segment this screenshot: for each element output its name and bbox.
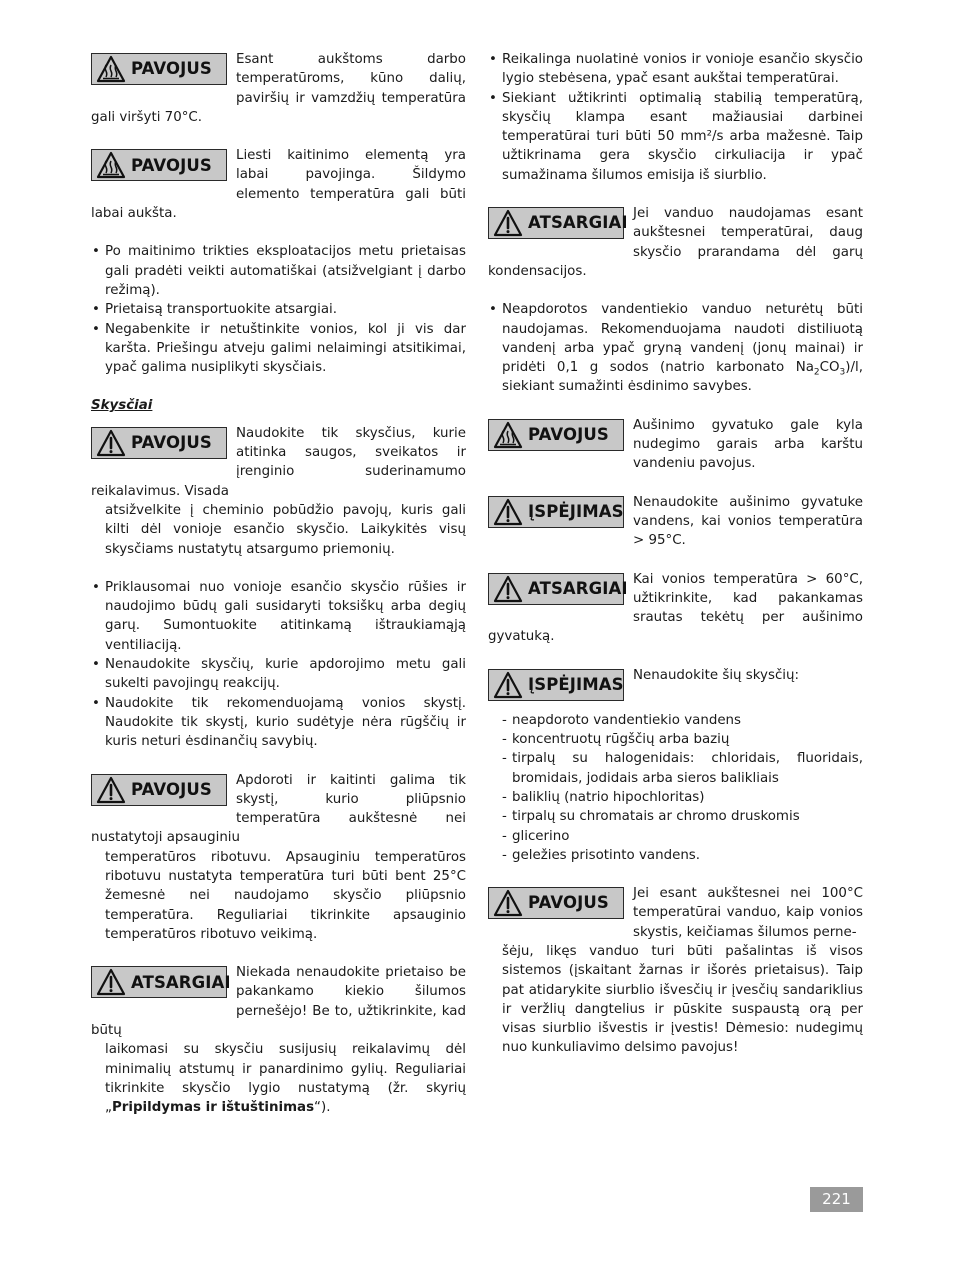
- danger-badge: [91, 53, 227, 85]
- warning-label: PAVOJUS: [528, 425, 609, 445]
- warning-text: Apdoroti ir kaitinti galima tik skystį, kurio pliūpsnio temperatūra aukštesnė nei nustatytoji apsauginiu: [91, 772, 466, 846]
- caution-badge: [488, 207, 628, 239]
- list-item: • Prietaisą transportuokite atsargiai.: [91, 300, 466, 319]
- warning-text: Kai vonios temperatūra > 60°C, užtikrinkite, kad pakankamas srautas tekėtų per aušinimo gyvatuką.: [488, 571, 863, 645]
- danger-badge: [488, 419, 624, 451]
- warning-text-continued: atsižvelkite į cheminio pobūdžio pavojų, kuris gali kilti dėl vonioje esančio skysčio. Laikykitės visų skysčiams nustatytų atsargumo priemonių.: [105, 502, 466, 557]
- caution-block: [488, 570, 863, 647]
- text-run: Neapdorotos vandentiekio vanduo neturėtų būti naudojamas. Rekomenduojama naudoti distiliuotą vandenį arba ypač gryną vandenį (jonų mainai) ir pridėti 0,1 g sodos (natrio karbonato Na: [502, 302, 863, 376]
- list-item: • Siekiant užtikrinti optimalią stabilią temperatūrą, skysčių klampa esant mažiausiai darbinei temperatūrai turi būti 50 mm²/s arba mažesnė. Taip užtikrinama gera skysčio cirkuliacija ir ypač sumažinama šilumos emisija iš siurblio.: [488, 89, 863, 185]
- text-run: CO: [819, 360, 840, 376]
- warning-label: ĮSPĖJIMAS: [528, 675, 624, 695]
- caution-badge: [488, 573, 628, 605]
- danger-badge: [91, 427, 227, 459]
- list-item: - geležies prisotinto vandens.: [502, 846, 863, 865]
- warning-hot-steam: [488, 416, 863, 474]
- warning-triangle-icon: [493, 671, 523, 699]
- notice-block-1: [488, 493, 863, 551]
- hot-surface-icon: [493, 421, 523, 449]
- warning-text: Niekada nenaudokite prietaiso be pakankamo kiekio šilumos pernešėjo! Be to, užtikrinkite, kad būtų: [91, 965, 466, 1039]
- warning-general-2: [91, 771, 466, 848]
- warning-text: Nenaudokite šių skysčių:: [633, 667, 800, 683]
- warning-hot-surface-2: [91, 146, 466, 223]
- warning-hot-surface-1: [91, 50, 466, 127]
- warning-triangle-icon: [493, 498, 523, 526]
- bullet-list: [488, 50, 863, 185]
- warning-label: ATSARGIAI: [528, 213, 628, 233]
- bullet-list: [91, 242, 466, 377]
- danger-badge: [91, 149, 227, 181]
- danger-badge: [91, 774, 227, 806]
- notice-badge: [488, 669, 624, 701]
- warning-triangle-icon: [96, 968, 126, 996]
- warning-label: ATSARGIAI: [131, 972, 231, 992]
- list-item: • Po maitinimo trikties eksploatacijos metu prietaisas gali pradėti veikti automatiškai (atsižvelgiant į darbo režimą).: [91, 242, 466, 300]
- warning-text-continued: [105, 1040, 466, 1117]
- warning-general-1: [91, 424, 466, 501]
- warning-label: ATSARGIAI: [528, 578, 628, 598]
- text-run: )/l, siekiant sumažinti ėsdinimo savybes.: [502, 360, 863, 395]
- hot-surface-icon: [96, 151, 126, 179]
- list-item: - tirpalų su chromatais ar chromo druskomis: [502, 807, 863, 826]
- warning-triangle-icon: [96, 776, 126, 804]
- caution-block: [91, 963, 466, 1040]
- left-column: [91, 50, 466, 1118]
- list-item: - koncentruotų rūgščių arba bazių: [502, 730, 863, 749]
- warning-label: PAVOJUS: [131, 155, 212, 175]
- text-run: laikomasi su skysčiu susijusių reikalavimų dėl minimalių atstumų ir panardinimo gylių. Reguliariai tikrinkite skysčio lygio nustatymą (žr. skyrių „: [105, 1042, 466, 1116]
- bullet-list: [91, 578, 466, 752]
- warning-label: ĮSPĖJIMAS: [528, 501, 624, 521]
- warning-label: PAVOJUS: [131, 433, 212, 453]
- subscript: 3: [839, 367, 846, 378]
- list-item: • Priklausomai nuo vonioje esančio skysčio rūšies ir naudojimo būdų gali susidaryti toksiškų arba degių garų. Sumontuokite atitinkamą ištraukiamąją ventiliaciją.: [91, 578, 466, 655]
- warning-label: PAVOJUS: [528, 893, 609, 913]
- warning-text: Naudokite tik skysčius, kurie atitinka saugos, sveikatos ir įrenginio suderinamumo reikalavimus. Visada: [91, 425, 466, 499]
- right-column: [488, 50, 863, 1058]
- caution-badge: [91, 966, 231, 998]
- warning-text: Nenaudokite aušinimo gyvatuke vandens, kai vonios temperatūra > 95°C.: [633, 494, 863, 549]
- list-item: • Negabenkite ir netuštinkite vonios, kol ji vis dar karšta. Priešingu atveju galimi nelaimingi atsitikimai, ypač galima nusiplikyti skysčiais.: [91, 320, 466, 378]
- bullet-list: [488, 300, 863, 396]
- list-item: - baliklių (natrio hipochloritas): [502, 788, 863, 807]
- list-item: • Reikalinga nuolatinė vonios ir vonioje esančio skysčio lygio stebėsena, ypač esant aukštai temperatūrai.: [488, 50, 863, 89]
- list-item: [488, 300, 863, 396]
- hot-surface-icon: [96, 55, 126, 83]
- section-heading: Skysčiai: [91, 398, 153, 414]
- warning-triangle-icon: [493, 889, 523, 917]
- warning-text-continued: šėju, likęs vanduo turi būti pašalintas iš visos sistemos (įskaitant žarnas ir išorės prietaisus). Taip pat atidarykite siurblio išvesčių ir įvesčių sandariklius ir veržlių dangtelius ir pūskite suspaustą orą per visas siurblio išvestis ir įvestis! Dėmesio: nudegimų nuo kunkuliavimo delsimo pavojus!: [502, 943, 863, 1056]
- warning-text: Esant aukštoms darbo temperatūroms, kūno dalių, paviršių ir vamzdžių temperatūra gali viršyti 70°C.: [91, 52, 466, 125]
- warning-triangle-icon: [493, 575, 523, 603]
- text-run: “).: [314, 1100, 331, 1116]
- chapter-reference: Pripildymas ir ištuštinimas: [111, 1100, 315, 1116]
- danger-badge: [488, 887, 624, 919]
- warning-label: PAVOJUS: [131, 59, 212, 79]
- warning-text: Aušinimo gyvatuko gale kyla nudegimo garais arba karštu vandeniu pavojus.: [633, 417, 863, 472]
- list-item: - tirpalų su halogenidais: chloridais, fluoridais, bromidais, jodidais arba sieros balikliais: [502, 749, 863, 788]
- subscript: 2: [813, 367, 820, 378]
- warning-general-3: [488, 884, 863, 942]
- warning-label: PAVOJUS: [131, 779, 212, 799]
- caution-block: [488, 204, 863, 281]
- warning-triangle-icon: [96, 429, 126, 457]
- warning-text: Liesti kaitinimo elementą yra labai pavojinga. Šildymo elemento temperatūra gali būti labai aukšta.: [91, 148, 466, 222]
- page-number: 221: [810, 1187, 863, 1212]
- warning-text: Jei vanduo naudojamas esant aukštesnei temperatūrai, daug skysčio prarandama dėl garų kondensacijos.: [488, 206, 863, 279]
- list-item: - glicerino: [502, 827, 863, 846]
- notice-block-2: [488, 666, 863, 705]
- warning-triangle-icon: [493, 209, 523, 237]
- warning-text: Jei esant aukštesnei nei 100°C temperatūrai vanduo, kaip vonios skystis, keičiamas šilumos perne-: [633, 886, 863, 940]
- dash-list: [488, 711, 863, 865]
- list-item: • Nenaudokite skysčių, kurie apdorojimo metu gali sukelti pavojingų reakcijų.: [91, 655, 466, 694]
- list-item: • Naudokite tik rekomenduojamą vonios skystį. Naudokite tik skystį, kurio sudėtyje nėra rūgščių ir kuris neturi ėsdinančių savybių.: [91, 694, 466, 752]
- list-item: - neapdoroto vandentiekio vandens: [502, 711, 863, 730]
- warning-text-continued: temperatūros ribotuvu. Apsauginiu temperatūros ribotuvu nustatyta temperatūra turi būti bent 25°C žemesnė nei naudojamo skysčio pliūpsnio temperatūra. Reguliariai tikrinkite apsauginio temperatūros ribotuvo veikimą.: [105, 849, 466, 942]
- notice-badge: [488, 496, 624, 528]
